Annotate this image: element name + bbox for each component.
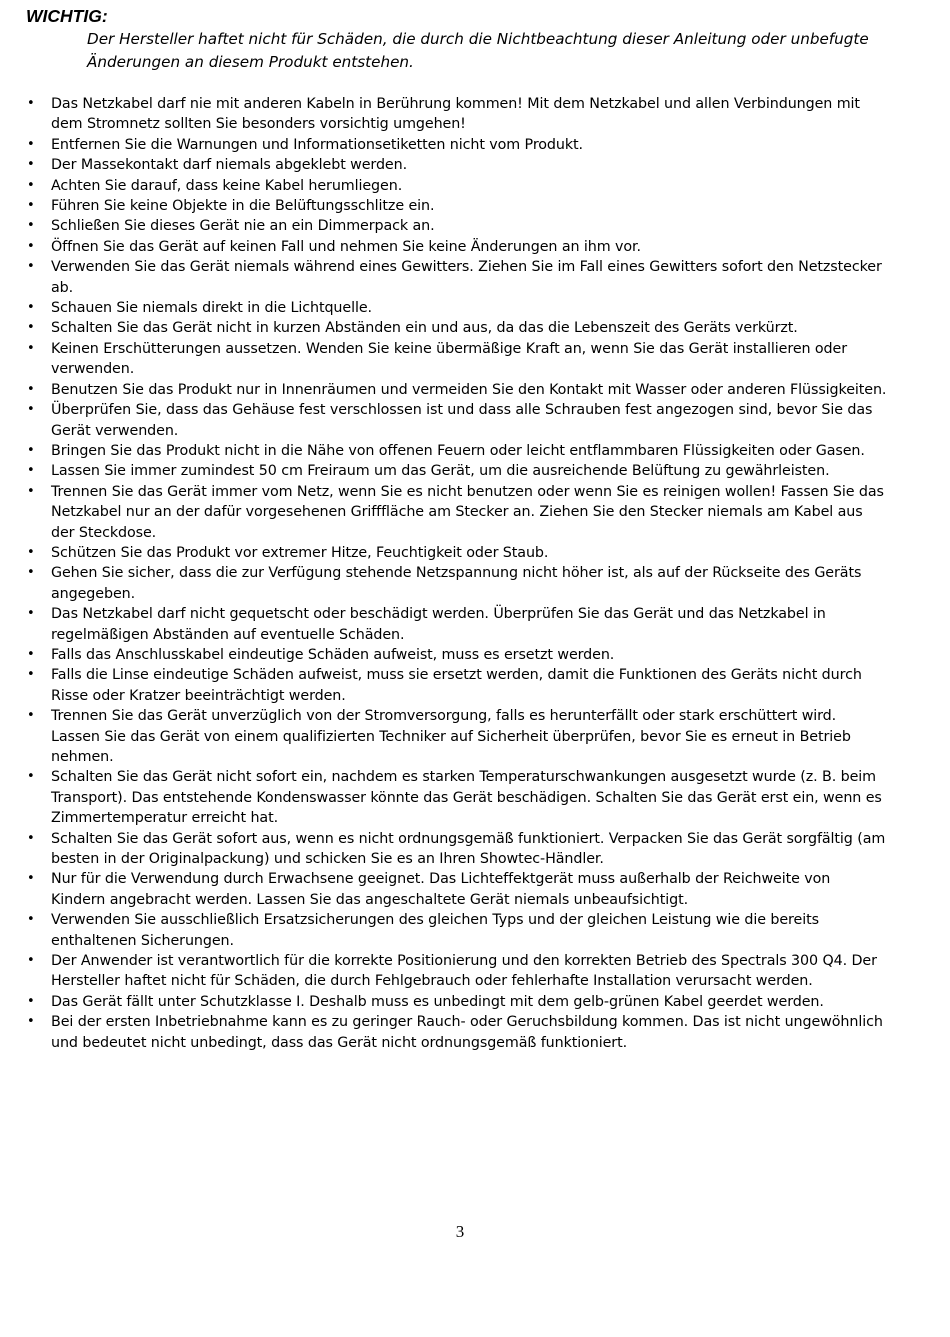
list-item — [0, 951, 950, 992]
list-item — [0, 176, 950, 196]
safety-instructions-list — [0, 94, 950, 1053]
bullet-icon: • — [27, 769, 35, 785]
bullet-icon: • — [27, 136, 35, 152]
list-item — [0, 237, 950, 257]
list-item-text: Trennen Sie das Gerät unverzüglich von der Stromversorgung, falls es herunterfällt oder stark erschüttert wird. Lassen Sie das Gerät von einem qualifizierten Techniker auf Sicherheit überprüfen, bevor Sie es erneut in Betrieb nehmen. — [51, 708, 851, 765]
page-number: 3 — [455, 1222, 465, 1241]
bullet-icon: • — [27, 953, 35, 969]
bullet-icon: • — [27, 606, 35, 622]
list-item — [0, 155, 950, 175]
list-item-text: Schauen Sie niemals direkt in die Lichtquelle. — [51, 300, 372, 317]
list-item-text: Achten Sie darauf, dass keine Kabel herumliegen. — [51, 177, 403, 194]
bullet-icon: • — [27, 300, 35, 316]
list-item-text: Das Netzkabel darf nie mit anderen Kabeln in Berührung kommen! Mit dem Netzkabel und allen Verbindungen mit dem Stromnetz sollten Sie besonders vorsichtig umgehen! — [51, 96, 860, 133]
bullet-icon: • — [27, 402, 35, 418]
list-item-text: Falls das Anschlusskabel eindeutige Schäden aufweist, muss es ersetzt werden. — [51, 646, 615, 663]
list-item — [0, 563, 950, 604]
list-item — [0, 196, 950, 216]
list-item — [0, 604, 950, 645]
bullet-icon: • — [27, 381, 35, 397]
list-item-text: Öffnen Sie das Gerät auf keinen Fall und nehmen Sie keine Änderungen an ihm vor. — [51, 238, 641, 255]
list-item-text: Bei der ersten Inbetriebnahme kann es zu geringer Rauch- oder Geruchsbildung kommen. Das ist nicht ungewöhnlich und bedeutet nicht unbedingt, dass das Gerät nicht ordnungsgemäß funktioniert. — [51, 1014, 883, 1051]
list-item-text: Das Gerät fällt unter Schutzklasse I. Deshalb muss es unbedingt mit dem gelb-grünen Kabel geerdet werden. — [51, 993, 824, 1010]
list-item — [0, 992, 950, 1012]
bullet-icon: • — [27, 442, 35, 458]
list-item-text: Der Anwender ist verantwortlich für die korrekte Positionierung und den korrekten Betrieb des Spectrals 300 Q4. Der Hersteller haftet nicht für Schäden, die durch Fehlgebrauch oder fehlerhafte Installation verursacht werden. — [51, 953, 877, 990]
list-item — [0, 318, 950, 338]
list-item — [0, 441, 950, 461]
list-item — [0, 400, 950, 441]
list-item — [0, 380, 950, 400]
list-item — [0, 298, 950, 318]
bullet-icon: • — [27, 259, 35, 275]
list-item — [0, 706, 950, 767]
bullet-icon: • — [27, 708, 35, 724]
list-item — [0, 543, 950, 563]
list-item — [0, 829, 950, 870]
list-item — [0, 869, 950, 910]
list-item — [0, 339, 950, 380]
list-item-text: Lassen Sie immer zumindest 50 cm Freiraum um das Gerät, um die ausreichende Belüftung zu gewährleisten. — [51, 463, 830, 480]
list-item-text: Gehen Sie sicher, dass die zur Verfügung stehende Netzspannung nicht höher ist, als auf der Rückseite des Geräts angegeben. — [51, 565, 862, 602]
list-item-text: Falls die Linse eindeutige Schäden aufweist, muss sie ersetzt werden, damit die Funktionen des Geräts nicht durch Risse oder Kratzer beeinträchtigt werden. — [51, 667, 862, 704]
list-item — [0, 461, 950, 481]
bullet-icon: • — [27, 646, 35, 662]
list-item — [0, 482, 950, 543]
warning-heading: WICHTIG: — [26, 6, 108, 26]
bullet-icon: • — [27, 483, 35, 499]
list-item — [0, 1012, 950, 1053]
bullet-icon: • — [27, 157, 35, 173]
warning-text: Der Hersteller haftet nicht für Schäden, die durch die Nichtbeachtung dieser Anleitung oder unbefugte Änderungen an diesem Produkt entstehen. — [87, 30, 869, 71]
bullet-icon: • — [27, 871, 35, 887]
bullet-icon: • — [27, 96, 35, 111]
bullet-icon: • — [27, 198, 35, 214]
bullet-icon: • — [27, 565, 35, 581]
list-item — [0, 910, 950, 951]
list-item-text: Das Netzkabel darf nicht gequetscht oder beschädigt werden. Überprüfen Sie das Gerät und das Netzkabel in regelmäßigen Abständen auf eventuelle Schäden. — [51, 606, 826, 643]
list-item-text: Schalten Sie das Gerät nicht sofort ein, nachdem es starken Temperaturschwankungen ausgesetzt wurde (z. B. beim Transport). Das entstehende Kondenswasser könnte das Gerät beschädigen. Schalten Sie das Gerät erst ein, wenn es Zimmertemperatur erreicht hat. — [51, 769, 882, 827]
list-item-text: Schalten Sie das Gerät sofort aus, wenn es nicht ordnungsgemäß funktioniert. Verpacken Sie das Gerät sorgfältig (am besten in der Originalpackung) und schicken Sie es an Ihren Showtec-Händler. — [51, 830, 886, 868]
bullet-icon: • — [27, 544, 35, 560]
bullet-icon: • — [27, 177, 35, 193]
bullet-icon: • — [27, 218, 35, 234]
bullet-icon: • — [27, 667, 35, 683]
list-item — [0, 257, 950, 298]
list-item-text: Benutzen Sie das Produkt nur in Innenräumen und vermeiden Sie den Kontakt mit Wasser oder anderen Flüssigkeiten. — [51, 381, 887, 398]
bullet-icon: • — [27, 238, 35, 254]
list-item-text: Schließen Sie dieses Gerät nie an ein Dimmerpack an. — [51, 218, 435, 235]
list-item-text: Schützen Sie das Produkt vor extremer Hitze, Feuchtigkeit oder Staub. — [51, 544, 549, 561]
bullet-icon: • — [27, 340, 35, 356]
list-item-text: Verwenden Sie das Gerät niemals während eines Gewitters. Ziehen Sie im Fall eines Gewitters sofort den Netzstecker ab. — [51, 259, 882, 296]
list-item-text: Der Massekontakt darf niemals abgeklebt werden. — [51, 157, 408, 174]
list-item — [0, 94, 950, 135]
list-item-text: Bringen Sie das Produkt nicht in die Nähe von offenen Feuern oder leicht entflammbaren Flüssigkeiten oder Gasen. — [51, 442, 865, 459]
list-item — [0, 216, 950, 236]
list-item — [0, 135, 950, 155]
list-item-text: Entfernen Sie die Warnungen und Informationsetiketten nicht vom Produkt. — [51, 136, 583, 153]
list-item-text: Überprüfen Sie, dass das Gehäuse fest verschlossen ist und dass alle Schrauben fest angezogen sind, bevor Sie das Gerät verwenden. — [51, 402, 873, 439]
list-item — [0, 767, 950, 828]
bullet-icon: • — [27, 830, 35, 846]
list-item — [0, 645, 950, 665]
bullet-icon: • — [27, 993, 35, 1009]
bullet-icon: • — [27, 463, 35, 479]
bullet-icon: • — [27, 320, 35, 336]
list-item — [0, 665, 950, 706]
bullet-icon: • — [27, 1014, 35, 1030]
list-item-text: Trennen Sie das Gerät immer vom Netz, wenn Sie es nicht benutzen oder wenn Sie es reinigen wollen! Fassen Sie das Netzkabel nur an der dafür vorgesehenen Grifffläche am Stecker an. Ziehen Sie den Stecker niemals am Kabel aus der Steckdose. — [51, 483, 884, 541]
list-item-text: Verwenden Sie ausschließlich Ersatzsicherungen des gleichen Typs und der gleichen Leistung wie die bereits enthaltenen Sicherungen. — [51, 912, 819, 949]
list-item-text: Nur für die Verwendung durch Erwachsene geeignet. Das Lichteffektgerät muss außerhalb der Reichweite von Kindern angebracht werden. Lassen Sie das angeschaltete Gerät niemals unbeaufsichtigt. — [51, 871, 831, 908]
bullet-icon: • — [27, 912, 35, 928]
list-item-text: Führen Sie keine Objekte in die Belüftungsschlitze ein. — [51, 198, 435, 215]
list-item-text: Schalten Sie das Gerät nicht in kurzen Abständen ein und aus, da das die Lebenszeit des Geräts verkürzt. — [51, 320, 798, 337]
list-item-text: Keinen Erschütterungen aussetzen. Wenden Sie keine übermäßige Kraft an, wenn Sie das Gerät installieren oder verwenden. — [51, 340, 848, 378]
